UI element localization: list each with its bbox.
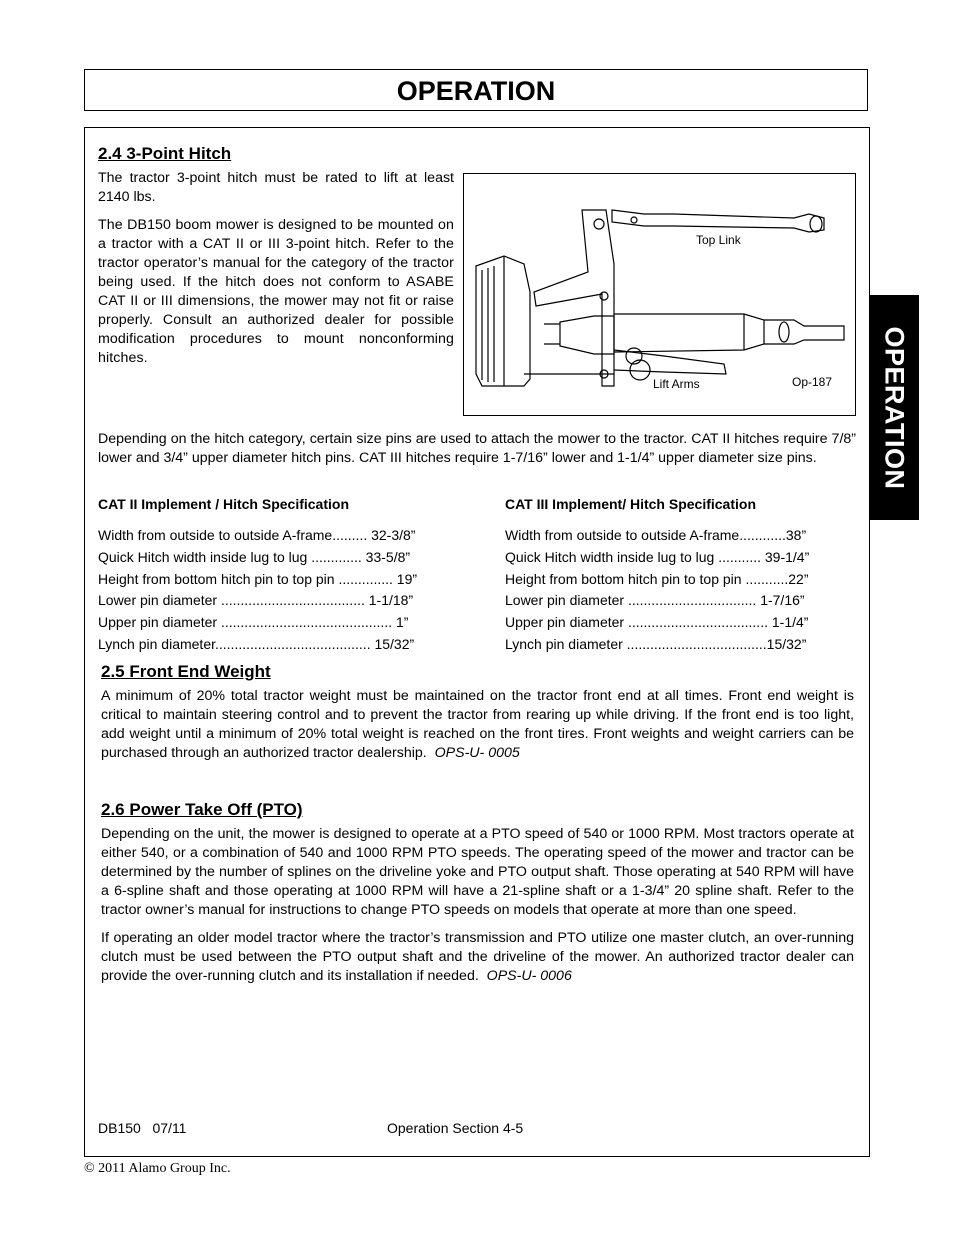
cat3-spec-title: CAT III Implement/ Hitch Specification bbox=[505, 496, 756, 512]
front-weight-paragraph bbox=[101, 687, 854, 763]
hitch-diagram-svg bbox=[464, 174, 855, 415]
side-tab-label: OPERATION bbox=[879, 325, 910, 490]
cat2-spec-row: Height from bottom hitch pin to top pin .............. 19” bbox=[98, 570, 418, 587]
figure-code-label: Op-187 bbox=[792, 375, 833, 389]
footer-model-date: DB150 07/11 bbox=[98, 1120, 187, 1136]
top-link-label: Top Link bbox=[696, 233, 741, 247]
page-header bbox=[84, 69, 868, 111]
cat2-spec-row: Quick Hitch width inside lug to lug ............. 33-5/8” bbox=[98, 548, 411, 565]
cat2-spec-title: CAT II Implement / Hitch Specification bbox=[98, 496, 349, 512]
cat3-spec-row: Upper pin diameter .................................... 1-1/4” bbox=[505, 614, 809, 631]
cat2-spec-list bbox=[98, 525, 417, 656]
hitch-mounting-paragraph: The DB150 boom mower is designed to be mounted on a tractor with a CAT II or III 3-point hitch. Refer to the tractor operator’s manual for the category of the tractor being used. If the hitch does not conform to ASABE CAT II or III dimensions, the mower may not fit or raise properly. Consult an authorized dealer for possible modification procedures to mount nonconforming hitches. bbox=[98, 217, 454, 366]
cat2-spec-row: Upper pin diameter ............................................ 1” bbox=[98, 614, 409, 631]
section-side-tab bbox=[869, 295, 919, 520]
copyright: © 2011 Alamo Group Inc. bbox=[84, 1161, 231, 1176]
pto-clutch-ref: OPS-U- 0006 bbox=[486, 968, 572, 984]
cat3-spec-row: Lower pin diameter ................................. 1-7/16” bbox=[505, 592, 805, 609]
front-weight-text: A minimum of 20% total tractor weight must be maintained on the tractor front end at all times. Front end weight is critical to maintain steering control and to prevent the tractor from rearing up while driving. If the front end is too light, add weight until a minimum of 20% total weight is reached on the front tires. Front weights and weight carriers can be purchased through an authorized tractor dealership. bbox=[101, 688, 854, 761]
cat3-spec-list bbox=[505, 525, 809, 656]
cat2-spec-row: Lynch pin diameter........................................ 15/32” bbox=[98, 635, 415, 652]
pto-text bbox=[101, 825, 854, 986]
front-weight-ref: OPS-U- 0005 bbox=[434, 745, 520, 761]
cat3-spec-row: Width from outside to outside A-frame............38” bbox=[505, 527, 807, 543]
pto-clutch-text: If operating an older model tractor where the tractor’s transmission and PTO utilize one master clutch, an over-running clutch must be used between the PTO output shaft and the driveline of the mower. An authorized tractor dealer can provide the over-running clutch and its installation if needed. bbox=[101, 930, 854, 984]
cat3-spec-row: Height from bottom hitch pin to top pin ...........22” bbox=[505, 570, 809, 587]
heading-front-end-weight: 2.5 Front End Weight bbox=[101, 662, 271, 681]
lift-arms-label: Lift Arms bbox=[653, 377, 700, 391]
page-title: OPERATION bbox=[396, 76, 556, 106]
cat3-spec-row: Lynch pin diameter ....................................15/32” bbox=[505, 635, 807, 652]
cat2-spec-row: Width from outside to outside A-frame......... 32-3/8” bbox=[98, 527, 416, 543]
footer-section: Operation Section 4-5 bbox=[387, 1120, 524, 1136]
pto-speed-paragraph: Depending on the unit, the mower is designed to operate at a PTO speed of 540 or 1000 RPM. Most tractors operate at either 540, or a combination of 540 and 1000 RPM PTO speeds. The operating speed of the mower and tractor can be determined by the number of splines on the driveline yoke and PTO output shaft. Those operating at 540 RPM will have a 6-spline shaft and those operating at 1000 RPM will have a 21-spline shaft or a 1-3/4” 20 spline shaft. Refer to the tractor owner’s manual for instructions to change PTO speeds on models that operate at more than one speed. bbox=[101, 826, 854, 918]
cat3-spec-row: Quick Hitch width inside lug to lug ........... 39-1/4” bbox=[505, 548, 810, 565]
heading-3-point-hitch: 2.4 3-Point Hitch bbox=[98, 144, 232, 163]
hitch-pin-paragraph: Depending on the hitch category, certain size pins are used to attach the mower to the tractor. CAT II hitches require 7/8” lower and 3/4” upper diameter hitch pins. CAT III hitches require 1-7/16” lower and 1-1/4” upper diameter size pins. bbox=[98, 431, 856, 466]
hitch-illustration bbox=[463, 173, 856, 416]
pto-clutch-paragraph bbox=[101, 929, 854, 986]
cat2-spec-row: Lower pin diameter ..................................... 1-1/18” bbox=[98, 592, 414, 609]
hitch-intro-text bbox=[98, 169, 454, 368]
hitch-rating-paragraph: The tractor 3-point hitch must be rated to lift at least 2140 lbs. bbox=[98, 170, 454, 205]
heading-pto: 2.6 Power Take Off (PTO) bbox=[101, 800, 303, 819]
